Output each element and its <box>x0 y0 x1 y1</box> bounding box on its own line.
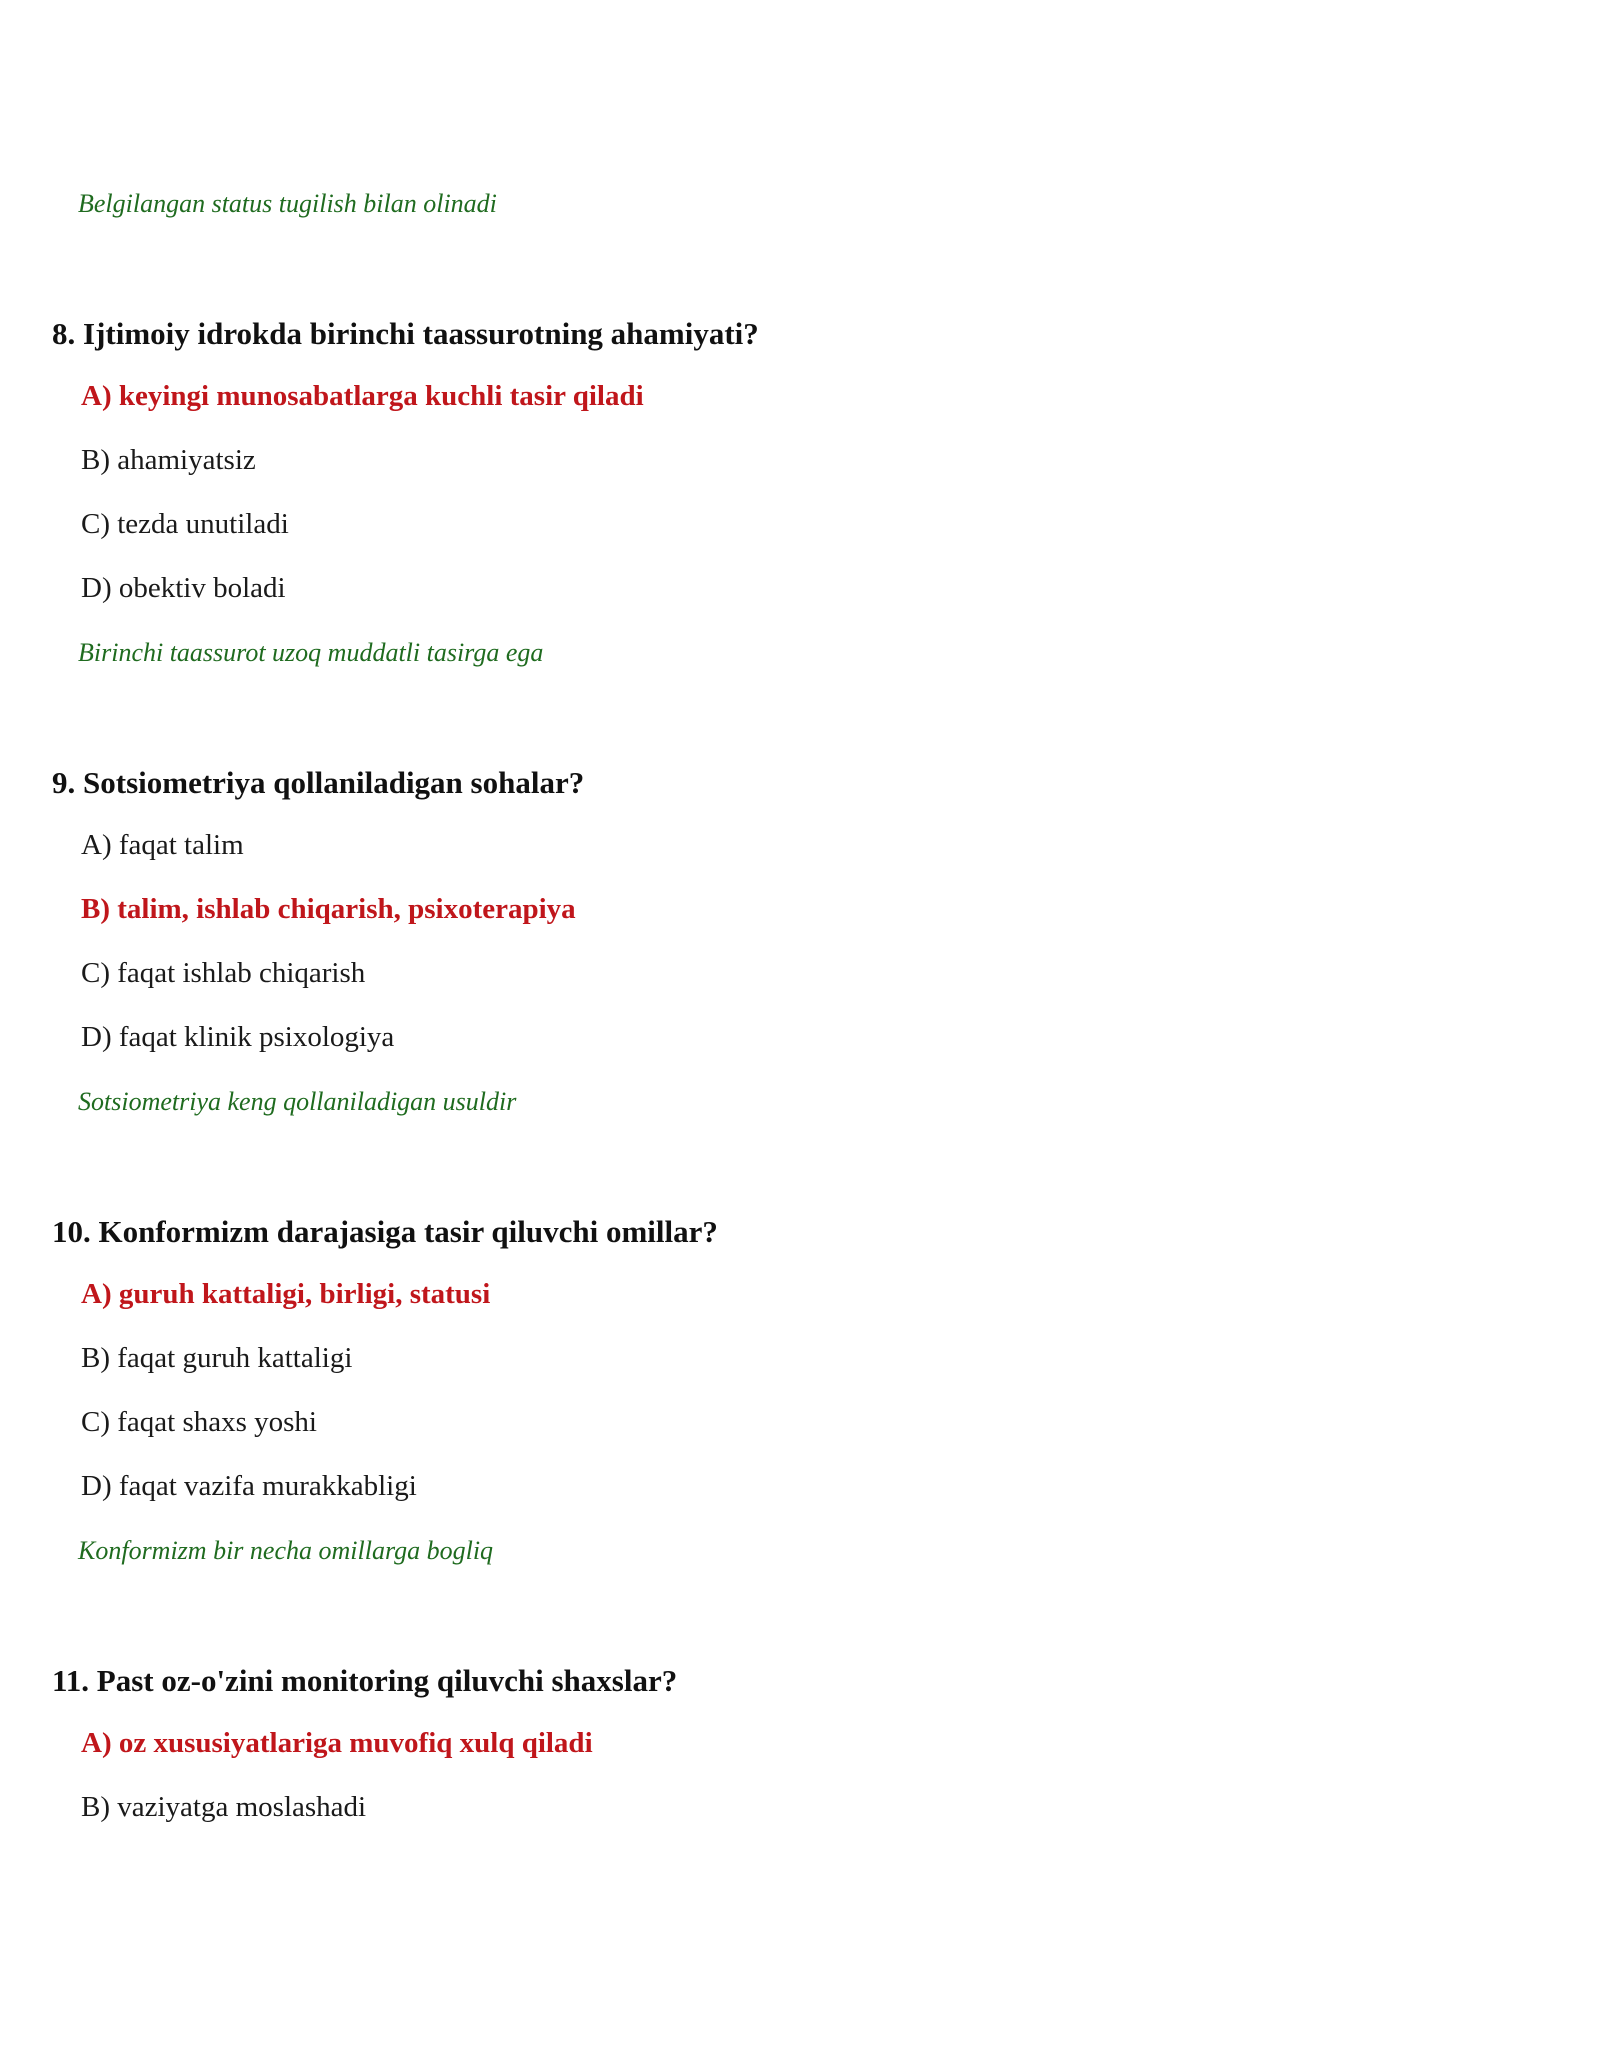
answer-option: B) faqat guruh kattaligi <box>81 1342 353 1374</box>
answer-option: D) obektiv boladi <box>81 572 286 604</box>
answer-explanation: Sotsiometriya keng qollaniladigan usuldir <box>78 1087 517 1116</box>
answer-option: B) vaziyatga moslashadi <box>81 1791 367 1823</box>
question-title: 11. Past oz-o'zini monitoring qiluvchi shaxslar? <box>52 1663 678 1698</box>
answer-option: D) faqat vazifa murakkabligi <box>81 1470 417 1502</box>
answer-option-correct: A) guruh kattaligi, birligi, statusi <box>81 1278 491 1310</box>
answer-option: C) tezda unutiladi <box>81 508 289 540</box>
question-title: 9. Sotsiometriya qollaniladigan sohalar? <box>52 765 585 800</box>
answer-option-correct: A) keyingi munosabatlarga kuchli tasir qiladi <box>81 380 644 412</box>
question-title: 10. Konformizm darajasiga tasir qiluvchi omillar? <box>52 1214 718 1249</box>
answer-explanation: Konformizm bir necha omillarga bogliq <box>78 1536 494 1565</box>
answer-option: B) ahamiyatsiz <box>81 444 256 476</box>
answer-option: D) faqat klinik psixologiya <box>81 1021 395 1053</box>
question-title: 8. Ijtimoiy idrokda birinchi taassurotning ahamiyati? <box>52 316 759 351</box>
answer-explanation: Birinchi taassurot uzoq muddatli tasirga ega <box>78 638 544 667</box>
answer-option: A) faqat talim <box>81 829 244 861</box>
answer-option-correct: B) talim, ishlab chiqarish, psixoterapiya <box>81 893 576 925</box>
answer-option: C) faqat ishlab chiqarish <box>81 957 366 989</box>
answer-option-correct: A) oz xususiyatlariga muvofiq xulq qiladi <box>81 1727 593 1759</box>
previous-explanation: Belgilangan status tugilish bilan olinadi <box>78 189 497 218</box>
answer-option: C) faqat shaxs yoshi <box>81 1406 317 1438</box>
